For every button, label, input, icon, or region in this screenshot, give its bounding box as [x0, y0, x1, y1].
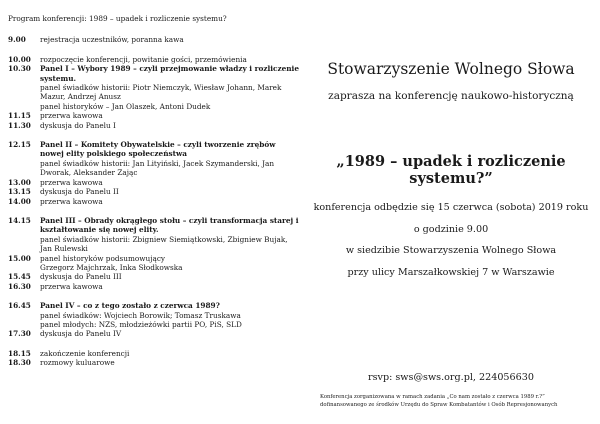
schedule-time: 10.00: [8, 54, 31, 64]
schedule-line: zakończenie konferencji: [40, 348, 130, 358]
schedule-row: [8, 64, 300, 111]
schedule-description: [40, 349, 300, 358]
program-block: [8, 140, 300, 206]
program-schedule: [8, 35, 300, 367]
program-block: [8, 349, 300, 368]
schedule-row: [8, 282, 300, 291]
schedule-line: panel świadków historii: Piotr Niemczyk, Wiesław Johann, Marek Mazur, Andrzej Anusz: [40, 83, 282, 102]
program-block: [8, 35, 300, 44]
rsvp-contact: rsvp: sws@sws.org.pl, 224056630: [368, 372, 534, 383]
schedule-row: [8, 187, 300, 196]
schedule-row: [8, 216, 300, 254]
panel-heading: Panel I – Wybory 1989 – czyli przejmowanie władzy i rozliczenie systemu.: [40, 64, 299, 83]
schedule-description: [40, 64, 300, 111]
schedule-time: 15.00: [8, 253, 31, 263]
panel-heading: Panel IV – co z tego zostało z czerwca 1989?: [40, 301, 220, 311]
schedule-description: [40, 178, 300, 187]
schedule-time: 14.15: [8, 215, 31, 225]
schedule-line: panel świadków: Wojciech Borowik; Tomasz Truskawa: [40, 310, 241, 320]
schedule-time: 18.15: [8, 348, 31, 358]
schedule-line: dyskusja do Panelu I: [40, 120, 116, 130]
detail-address: przy ulicy Marszałkowskiej 7 w Warszawie: [347, 266, 555, 278]
schedule-row: [8, 55, 300, 64]
schedule-row: [8, 121, 300, 130]
schedule-description: [40, 254, 300, 273]
schedule-line: panel historyków – Jan Olaszek, Antoni Dudek: [40, 101, 211, 111]
schedule-description: [40, 35, 300, 44]
invitation-text: zaprasza na konferencję naukowo-historyczną: [328, 90, 574, 102]
schedule-line: rozpoczęcie konferencji, powitanie gości, przemówienia: [40, 54, 247, 64]
schedule-line: panel historyków podsumowujący: [40, 253, 166, 263]
schedule-line: przerwa kawowa: [40, 281, 103, 291]
conference-title: „1989 – upadek i rozliczenie systemu?”: [336, 153, 566, 187]
schedule-time: 16.45: [8, 301, 31, 311]
invitation-column: [306, 0, 596, 424]
panel-heading: Panel III – Obrady okrągłego stołu – czyli transformacja starej i kształtowanie się nowej elity.: [40, 215, 299, 235]
schedule-time: 10.30: [8, 64, 31, 74]
schedule-row: [8, 35, 300, 44]
schedule-line: panel świadków historii: Zbigniew Siemiątkowski, Zbigniew Bujak, Jan Rulewski: [40, 234, 288, 254]
schedule-line: Grzegorz Majchrzak, Inka Słodkowska: [40, 262, 183, 272]
schedule-time: 15.45: [8, 272, 31, 282]
schedule-description: [40, 329, 300, 338]
program-block: [8, 301, 300, 339]
schedule-description: [40, 111, 300, 120]
schedule-description: [40, 55, 300, 64]
schedule-row: [8, 111, 300, 120]
schedule-time: 14.00: [8, 196, 31, 206]
detail-date: konferencja odbędzie się 15 czerwca (sobota) 2019 roku: [313, 202, 589, 213]
schedule-time: 18.30: [8, 358, 31, 368]
schedule-row: [8, 349, 300, 358]
schedule-time: 13.15: [8, 187, 31, 197]
schedule-row: [8, 140, 300, 178]
schedule-time: 16.30: [8, 281, 31, 291]
detail-time: o godzinie 9.00: [413, 223, 489, 235]
schedule-line: przerwa kawowa: [40, 196, 103, 206]
schedule-description: [40, 216, 300, 254]
schedule-time: 17.30: [8, 329, 31, 339]
schedule-line: przerwa kawowa: [40, 111, 103, 121]
schedule-line: rozmowy kuluarowe: [40, 358, 115, 368]
conference-details: [306, 197, 596, 283]
schedule-line: panel młodych: NZS, młodzieżówki partii PO, PiS, SLD: [40, 319, 242, 329]
schedule-time: 13.00: [8, 177, 31, 187]
footnote-line: dofinansowanego ze środków Urzędu do Spraw Kombatantów i Osób Represjonowanych: [320, 402, 558, 408]
organization-name: Stowarzyszenie Wolnego Słowa: [327, 60, 575, 78]
schedule-time: 9.00: [8, 35, 26, 45]
schedule-line: panel świadków historii: Jan Lityiński, Jacek Szymanderski, Jan Dworak, Aleksander Zając: [40, 158, 275, 178]
schedule-line: dyskusja do Panelu III: [40, 272, 122, 282]
schedule-row: [8, 301, 300, 329]
schedule-line: dyskusja do Panelu IV: [40, 329, 122, 339]
schedule-description: [40, 301, 300, 329]
schedule-row: [8, 272, 300, 281]
program-block: [8, 216, 300, 291]
schedule-description: [40, 282, 300, 291]
schedule-description: [40, 140, 300, 178]
schedule-row: [8, 358, 300, 367]
schedule-time: 11.30: [8, 120, 31, 130]
schedule-line: dyskusja do Panelu II: [40, 187, 119, 197]
panel-heading: Panel II – Komitety Obywatelskie – czyli tworzenie zrębów nowej elity polskiego społeczeństwa: [40, 140, 276, 159]
funding-footnote: [320, 393, 596, 409]
schedule-time: 11.15: [8, 111, 31, 121]
program-title: Program konferencji: 1989 – upadek i rozliczenie systemu?: [8, 14, 227, 23]
schedule-row: [8, 329, 300, 338]
program-column: [8, 14, 300, 378]
schedule-description: [40, 272, 300, 281]
footnote-line: Konferencja zorganizowana w ramach zadania „Co nam zostało z czerwca 1989 r.?”: [320, 394, 545, 400]
detail-venue: w siedzibie Stowarzyszenia Wolnego Słowa: [345, 245, 557, 256]
schedule-time: 12.15: [8, 140, 31, 150]
schedule-description: [40, 358, 300, 367]
schedule-row: [8, 254, 300, 273]
schedule-row: [8, 178, 300, 187]
schedule-description: [40, 187, 300, 196]
schedule-row: [8, 197, 300, 206]
schedule-line: przerwa kawowa: [40, 177, 103, 187]
program-block: [8, 55, 300, 130]
schedule-description: [40, 121, 300, 130]
schedule-line: rejestracja uczestników, poranna kawa: [40, 35, 184, 45]
schedule-description: [40, 197, 300, 206]
